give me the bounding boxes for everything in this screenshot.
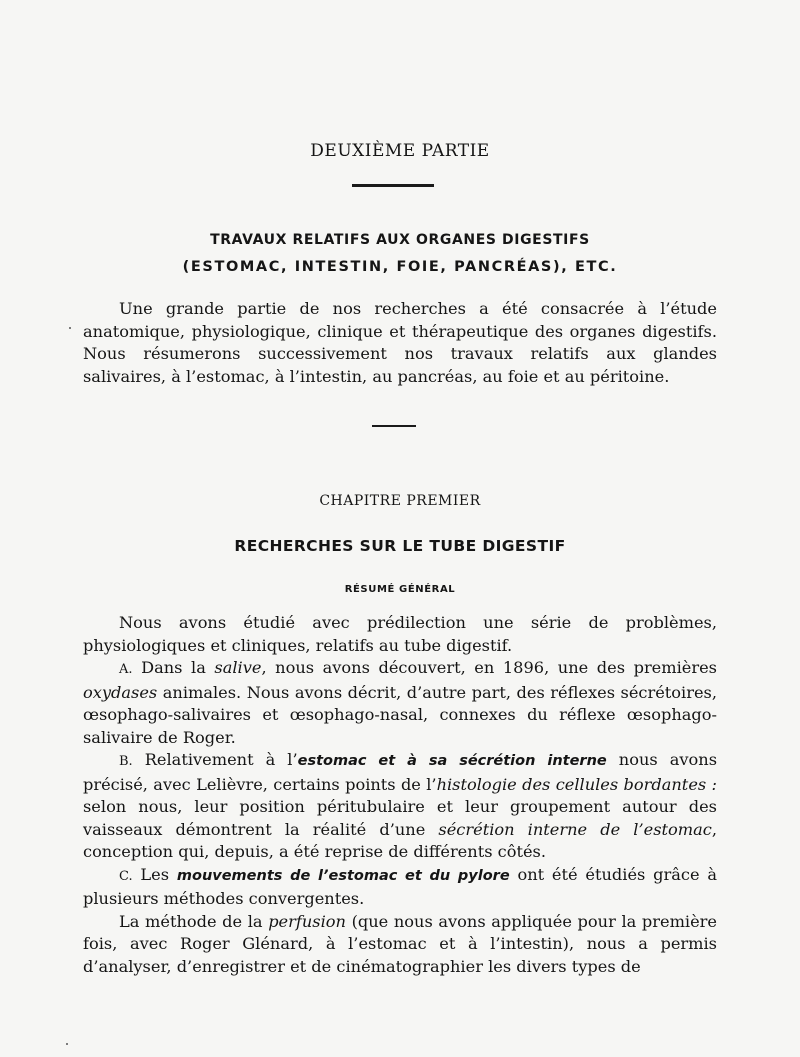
summary-heading: RÉSUMÉ GÉNÉRAL [344, 584, 456, 595]
text-run: animales. Nous avons décrit, d’autre part, des réflexes sécrétoires, œsophago-salivaires et œsophago-nasal, connexes du réflexe œsophago-salivaire de Roger. [83, 682, 717, 747]
part-title: DEUXIÈME PARTIE [310, 141, 490, 161]
text-run: Relativement à l’ [132, 750, 298, 769]
item-letter: C. [119, 868, 133, 884]
text-run: , conception qui, depuis, a été reprise de différents côtés. [83, 819, 717, 861]
emphasis-perfusion: perfusion [268, 911, 346, 931]
emphasis-salive: salive [214, 658, 262, 677]
summary-body [83, 612, 717, 978]
text-run: , nous avons découvert, en 1896, une des premières [261, 658, 717, 677]
scan-speck [66, 1043, 68, 1045]
text-run: (que nous avons appliquée pour la première fois, avec Roger Glénard, à l’estomac et à l’intestin), nous a permis d’analyser, d’enregistrer et de cinématographier les divers types de [83, 911, 717, 976]
item-c-paragraph [83, 864, 717, 911]
chapter-subtitle: RECHERCHES SUR LE TUBE DIGESTIF [234, 537, 566, 555]
text-run: Dans la [132, 658, 215, 677]
emphasis-oxydases: oxydases [83, 682, 158, 702]
text-run: Les [132, 864, 177, 884]
text-run: selon nous, leur position péritubulaire et leur groupement autour des vaisseaux démontrent la réalité d’une [83, 797, 717, 839]
emphasis-secretion: sécrétion interne de l’estomac [438, 819, 712, 839]
item-b-paragraph [83, 749, 717, 864]
summary-intro-paragraph: Nous avons étudié avec prédilection une série de problèmes, physiologiques et cliniques, relatifs au tube digestif. [83, 613, 717, 655]
text-run: La méthode de la [119, 911, 269, 931]
emphasis-mouvements: mouvements de l’estomac et du pylore [176, 867, 510, 884]
section-title-line-2: (ESTOMAC, INTESTIN, FOIE, PANCRÉAS), ETC. [182, 259, 618, 275]
item-letter: A. [119, 662, 133, 677]
text-run: ont été étudiés grâce à plusieurs méthodes convergentes. [83, 864, 717, 908]
text-run: nous avons précisé, avec Lelièvre, certains points de l’ [83, 750, 717, 794]
emphasis-estomac: estomac et à sa sécrétion interne [297, 753, 607, 769]
chapter-title: CHAPITRE PREMIER [319, 493, 481, 509]
perfusion-paragraph [83, 911, 717, 979]
item-a-paragraph [83, 657, 717, 749]
item-letter: B. [119, 754, 133, 769]
emphasis-histologie: histologie des cellules bordantes : [436, 774, 717, 794]
scan-speck [69, 327, 71, 329]
divider-rule-short [372, 425, 416, 427]
divider-rule [352, 184, 434, 187]
intro-paragraph: Une grande partie de nos recherches a été consacrée à l’étude anatomique, physiologique, clinique et thérapeutique des organes digestifs. Nous résumerons successivement nos travaux relatifs aux glandes salivaires, à l’estomac, à l’intestin, au pancréas, au foie et au péritoine. [83, 299, 717, 386]
section-title-line-1: TRAVAUX RELATIFS AUX ORGANES DIGESTIFS [210, 232, 590, 248]
